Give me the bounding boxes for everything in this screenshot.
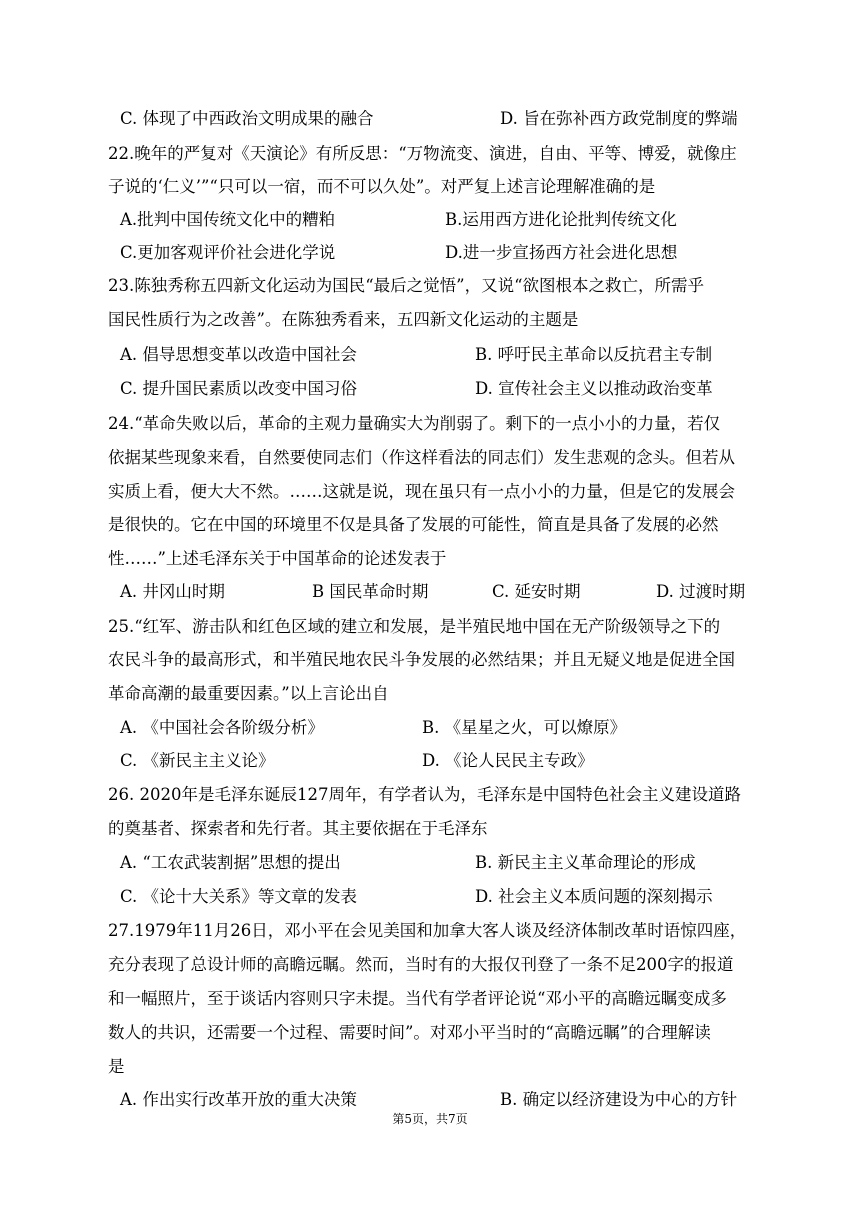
- q25-option-b: B. 《星星之火，可以燎原》: [422, 718, 627, 737]
- q21-option-c: C. 体现了中西政治文明成果的融合: [120, 109, 374, 128]
- q24-option-c: C. 延安时期: [492, 582, 581, 601]
- q26-options-row-1: [120, 848, 760, 878]
- q25-options-row-2: [120, 746, 760, 776]
- q25-option-c: C. 《新民主主义论》: [120, 751, 275, 770]
- q22-option-d: D.进一步宣扬西方社会进化思想: [445, 243, 678, 262]
- q22-options-row-1: [120, 205, 760, 235]
- q24-stem-line-2: 依据某些现象来看，自然要使同志们（作这样看法的同志们）发生悲观的念头。但若从: [108, 448, 735, 467]
- q23-stem-line-1: 23.陈独秀称五四新文化运动为国民“最后之觉悟”，又说“欲图根本之救亡，所需乎: [108, 276, 705, 295]
- q23-option-b: B. 呼吁民主革命以反抗君主专制: [475, 345, 713, 364]
- q26-stem-line-2: 的奠基者、探索者和先行者。其主要依据在于毛泽东: [108, 819, 488, 838]
- q23-stem-line-2: 国民性质行为之改善”。在陈独秀看来，五四新文化运动的主题是: [108, 310, 579, 329]
- q24-option-b: B 国民革命时期: [312, 582, 429, 601]
- q24-stem-line-1: 24.“革命失败以后，革命的主观力量确实大为削弱了。剩下的一点小小的力量，若仅: [108, 414, 721, 433]
- q27-stem-line-1: 27.1979年11月26日，邓小平在会见美国和加拿大客人谈及经济体制改革时语惊四座，: [108, 921, 747, 940]
- q25-option-d: D. 《论人民民主专政》: [422, 751, 594, 770]
- q25-option-a: A. 《中国社会各阶级分析》: [120, 718, 324, 737]
- q27-stem-line-2: 充分表现了总设计师的高瞻远瞩。然而，当时有的大报仅刊登了一条不足200字的报道: [108, 955, 734, 974]
- q25-options-row-1: [120, 713, 760, 743]
- q23-option-a: A. 倡导思想变革以改造中国社会: [120, 345, 357, 364]
- q26-option-a: A. “工农武装割据”思想的提出: [120, 853, 341, 872]
- q27-stem-line-5: 是: [108, 1057, 125, 1076]
- q26-option-d: D. 社会主义本质问题的深刻揭示: [475, 887, 713, 906]
- q23-option-c: C. 提升国民素质以改变中国习俗: [120, 379, 358, 398]
- q22-stem-line-2: 子说的‘仁义’”“只可以一宿，而不可以久处”。对严复上述言论理解准确的是: [108, 177, 656, 196]
- q24-stem-line-5: 性……”上述毛泽东关于中国革命的论述发表于: [108, 549, 447, 568]
- q23-options-row-2: [120, 374, 760, 404]
- q26-stem-line-1: 26. 2020年是毛泽东诞辰127周年，有学者认为，毛泽东是中国特色社会主义建设道路: [108, 785, 741, 804]
- q27-stem-line-4: 数人的共识，还需要一个过程、需要时间”。对邓小平当时的“高瞻远瞩”的合理解读: [108, 1023, 711, 1042]
- q22-option-b: B.运用西方进化论批判传统文化: [445, 210, 677, 229]
- q26-options-row-2: [120, 882, 760, 912]
- q24-stem-line-3: 实质上看，便大大不然。……这就是说，现在虽只有一点小小的力量，但是它的发展会: [108, 482, 735, 501]
- q24-options-row: [120, 577, 760, 607]
- q21-options-row-2: [120, 104, 760, 134]
- q23-options-row-1: [120, 340, 760, 370]
- q23-option-d: D. 宣传社会主义以推动政治变革: [475, 379, 713, 398]
- q25-stem-line-2: 农民斗争的最高形式，和半殖民地农民斗争发展的必然结果；并且无疑义地是促进全国: [108, 650, 735, 669]
- page-number-footer: 第5页，共7页: [392, 1112, 468, 1126]
- q25-stem-line-1: 25.“红军、游击队和红色区域的建立和发展，是半殖民地中国在无产阶级领导之下的: [108, 617, 721, 636]
- q24-option-a: A. 井冈山时期: [120, 582, 225, 601]
- q22-stem-line-1: 22.晚年的严复对《天演论》有所反思：“万物流变、演进，自由、平等、博爱，就像庄: [108, 144, 737, 163]
- q27-stem-line-3: 和一幅照片，至于谈话内容则只字未提。当代有学者评论说“邓小平的高瞻远瞩变成多: [108, 989, 727, 1008]
- q24-option-d: D. 过渡时期: [656, 582, 746, 601]
- q21-option-d: D. 旨在弥补西方政党制度的弊端: [500, 109, 738, 128]
- q22-option-a: A.批判中国传统文化中的糟粕: [120, 210, 336, 229]
- q27-option-b: B. 确定以经济建设为中心的方针: [500, 1090, 738, 1109]
- q26-option-c: C. 《论十大关系》等文章的发表: [120, 887, 358, 906]
- q22-option-c: C.更加客观评价社会进化学说: [120, 243, 336, 262]
- q26-option-b: B. 新民主主义革命理论的形成: [475, 853, 696, 872]
- q25-stem-line-3: 革命高潮的最重要因素。”以上言论出自: [108, 684, 389, 703]
- q22-options-row-2: [120, 238, 760, 268]
- q27-option-a: A. 作出实行改革开放的重大决策: [120, 1090, 357, 1109]
- q24-stem-line-4: 是很快的。它在中国的环境里不仅是具备了发展的可能性，简直是具备了发展的必然: [108, 515, 719, 534]
